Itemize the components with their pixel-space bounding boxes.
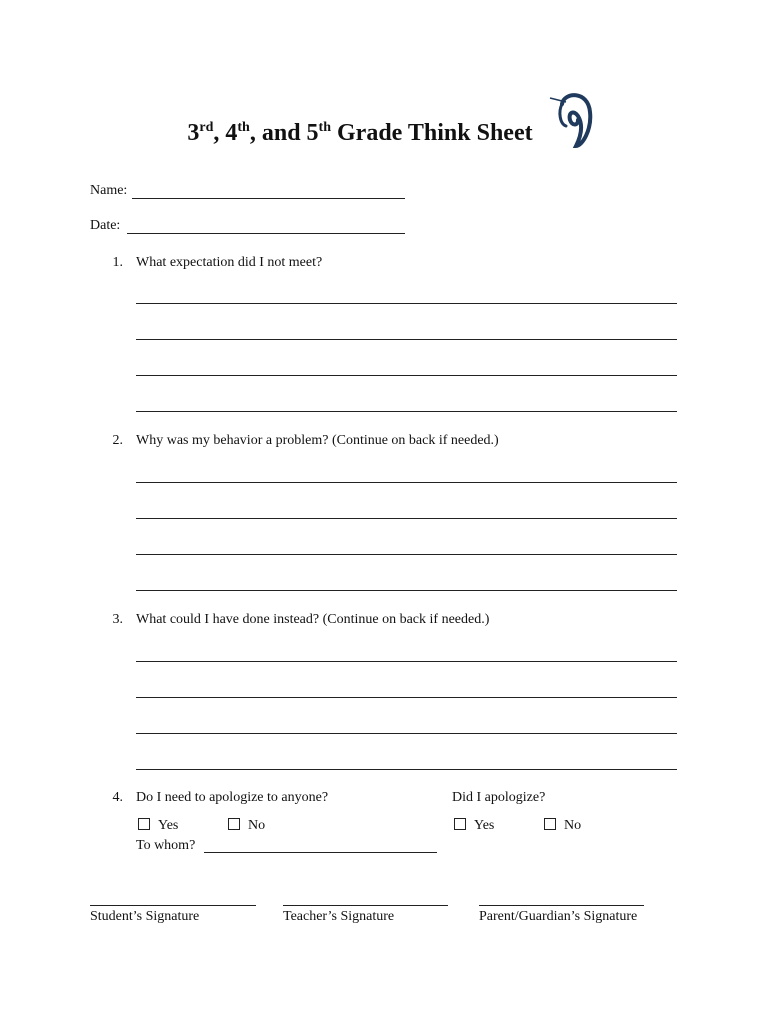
checkbox-icon[interactable] bbox=[454, 818, 466, 830]
parent-signature-label: Parent/Guardian’s Signature bbox=[479, 909, 638, 924]
question-2-text: Why was my behavior a problem? (Continue on back if needed.) bbox=[136, 433, 499, 448]
ram-head-logo-icon bbox=[548, 90, 594, 150]
question-3-number: 3. bbox=[112, 612, 123, 627]
did-apologize-no-option[interactable] bbox=[544, 818, 581, 834]
title-part-4: Grade Think Sheet bbox=[331, 120, 533, 146]
answer-line[interactable] bbox=[136, 769, 677, 770]
did-apologize-yes-option[interactable] bbox=[454, 818, 494, 834]
title-part-1: 3rd bbox=[187, 120, 214, 146]
answer-line[interactable] bbox=[136, 590, 677, 591]
answer-line[interactable] bbox=[136, 411, 677, 412]
checkbox-icon[interactable] bbox=[544, 818, 556, 830]
question-3-text: What could I have done instead? (Continue on back if needed.) bbox=[136, 612, 490, 627]
answer-line[interactable] bbox=[136, 518, 677, 519]
name-label: Name: bbox=[90, 183, 128, 198]
answer-line[interactable] bbox=[136, 339, 677, 340]
question-4-number: 4. bbox=[112, 790, 123, 805]
answer-line[interactable] bbox=[136, 375, 677, 376]
answer-line[interactable] bbox=[136, 697, 677, 698]
page-title bbox=[0, 120, 720, 147]
name-field[interactable] bbox=[132, 198, 405, 199]
question-1-number: 1. bbox=[112, 255, 123, 270]
no-label: No bbox=[564, 818, 582, 833]
question-1-text: What expectation did I not meet? bbox=[136, 255, 323, 270]
teacher-signature-line[interactable] bbox=[283, 905, 448, 906]
title-part-3: , and 5th bbox=[249, 120, 331, 146]
question-4-text: Do I need to apologize to anyone? bbox=[136, 790, 329, 805]
date-field[interactable] bbox=[127, 233, 405, 234]
answer-line[interactable] bbox=[136, 482, 677, 483]
answer-line[interactable] bbox=[136, 661, 677, 662]
yes-label: Yes bbox=[158, 818, 179, 833]
need-apologize-yes-option[interactable] bbox=[138, 818, 178, 834]
need-apologize-no-option[interactable] bbox=[228, 818, 265, 834]
parent-signature-line[interactable] bbox=[479, 905, 644, 906]
yes-label: Yes bbox=[474, 818, 495, 833]
date-label: Date: bbox=[90, 218, 121, 233]
student-signature-label: Student’s Signature bbox=[90, 909, 200, 924]
teacher-signature-label: Teacher’s Signature bbox=[283, 909, 395, 924]
no-label: No bbox=[248, 818, 266, 833]
checkbox-icon[interactable] bbox=[228, 818, 240, 830]
title-part-2: , 4th bbox=[213, 120, 250, 146]
student-signature-line[interactable] bbox=[90, 905, 256, 906]
answer-line[interactable] bbox=[136, 303, 677, 304]
to-whom-field[interactable] bbox=[204, 852, 437, 853]
to-whom-label: To whom? bbox=[136, 838, 196, 853]
question-2-number: 2. bbox=[112, 433, 123, 448]
checkbox-icon[interactable] bbox=[138, 818, 150, 830]
answer-line[interactable] bbox=[136, 554, 677, 555]
answer-line[interactable] bbox=[136, 733, 677, 734]
did-apologize-label: Did I apologize? bbox=[452, 790, 546, 805]
